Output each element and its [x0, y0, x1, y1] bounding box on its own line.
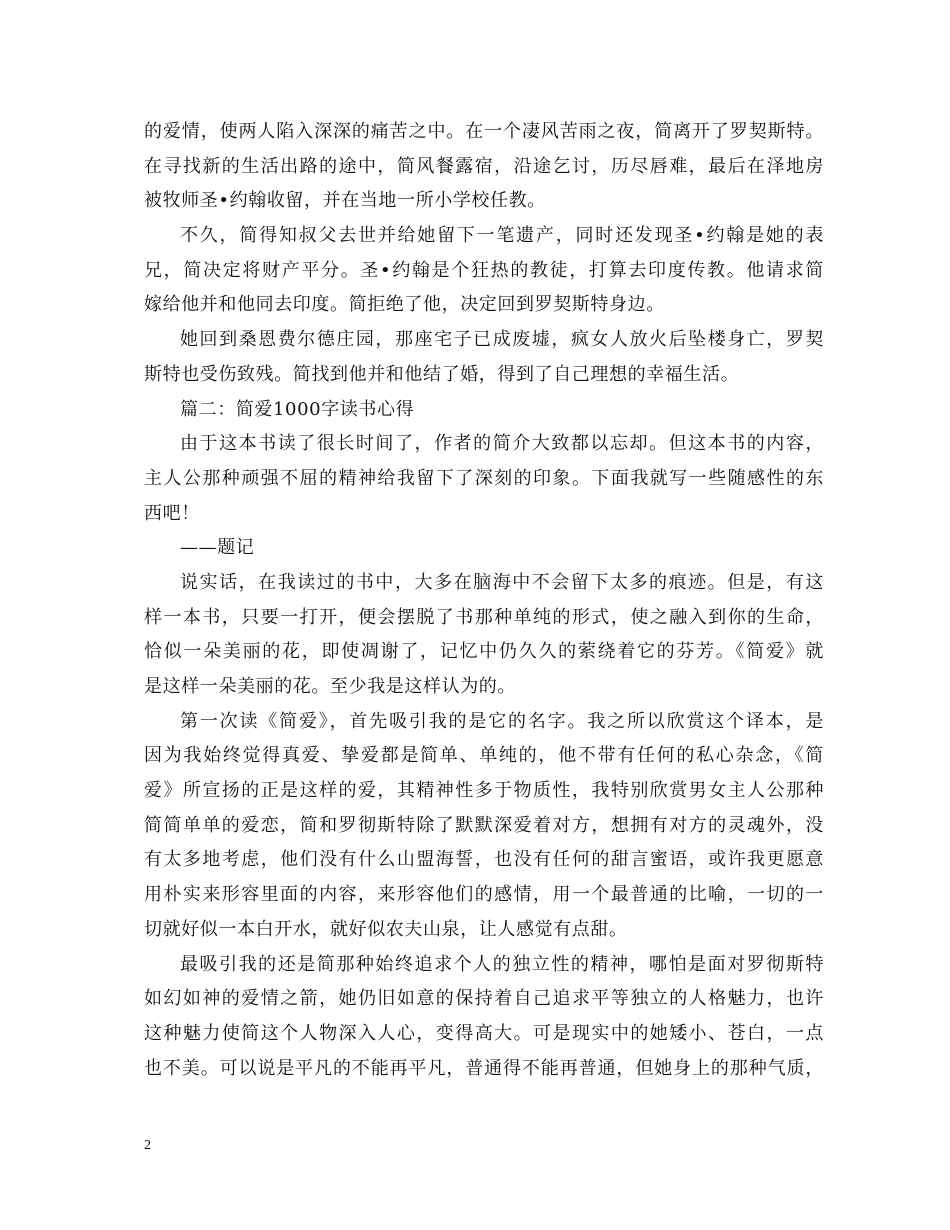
text-line: 这种魅力使简这个人物深入人心，变得高大。可是现实中的她矮小、苍白，一点	[144, 1022, 824, 1044]
page-number: 2	[144, 1138, 151, 1153]
text-line: 由于这本书读了很长时间了，作者的简介大致都以忘却。但这本书的内容，	[180, 433, 824, 455]
text-line: 她回到桑恩费尔德庄园，那座宅子已成废墟，疯女人放火后坠楼身亡，罗契	[180, 329, 824, 351]
text-line: 切就好似一本白开水，就好似农夫山泉，让人感觉有点甜。	[144, 918, 628, 940]
text-line: 兄，简决定将财产平分。圣•约翰是个狂热的教徒，打算去印度传教。他请求简	[144, 259, 824, 281]
text-line: 恰似一朵美丽的花，即使凋谢了，记忆中仍久久的萦绕着它的芬芳。《简爱》就	[144, 641, 824, 663]
text-line: 主人公那种顽强不屈的精神给我留下了深刻的印象。下面我就写一些随感性的东	[144, 467, 824, 489]
text-line: 简简单单的爱恋，简和罗彻斯特除了默默深爱着对方，想拥有对方的灵魂外，没	[144, 814, 824, 836]
text-line: 第一次读《简爱》，首先吸引我的是它的名字。我之所以欣赏这个译本，是	[180, 710, 824, 732]
text-line: 的爱情，使两人陷入深深的痛苦之中。在一个凄风苦雨之夜，简离开了罗契斯特。	[144, 121, 824, 142]
text-line: 在寻找新的生活出路的途中，简风餐露宿，沿途乞讨，历尽唇难，最后在泽地房	[144, 155, 824, 177]
text-line: 如幻如神的爱情之箭，她仍旧如意的保持着自己追求平等独立的人格魅力，也许	[144, 988, 824, 1010]
text-line: 用朴实来形容里面的内容，来形容他们的感情，用一个最普通的比喻，一切的一	[144, 884, 824, 906]
text-line: 篇二：简爱1000字读书心得	[180, 398, 415, 420]
text-line: 不久，简得知叔父去世并给她留下一笔遗产，同时还发现圣•约翰是她的表	[180, 225, 824, 247]
text-line: 是这样一朵美丽的花。至少我是这样认为的。	[144, 676, 516, 697]
text-line: 说实话，在我读过的书中，大多在脑海中不会留下太多的痕迹。但是，有这	[180, 571, 824, 593]
text-line: 西吧！	[144, 502, 200, 524]
text-line: 也不美。可以说是平凡的不能再平凡，普通得不能再普通，但她身上的那种气质，	[144, 1057, 824, 1079]
text-line: 最吸引我的还是简那种始终追求个人的独立性的精神，哪怕是面对罗彻斯特	[180, 953, 824, 975]
text-line: ——题记	[180, 537, 255, 559]
body-text	[144, 115, 824, 1086]
text-line: 斯特也受伤致残。简找到他并和他结了婚，得到了自己理想的幸福生活。	[144, 363, 740, 385]
text-line: 因为我始终觉得真爱、挚爱都是简单、单纯的，他不带有任何的私心杂念，《简	[144, 745, 824, 767]
text-line: 被牧师圣•约翰收留，并在当地一所小学校任教。	[144, 190, 546, 212]
text-line: 样一本书，只要一打开，便会摆脱了书那种单纯的形式，使之融入到你的生命，	[144, 606, 824, 628]
text-line: 有太多地考虑，他们没有什么山盟海誓，也没有任何的甜言蜜语，或许我更愿意	[144, 849, 824, 871]
text-line: 嫁给他并和他同去印度。简拒绝了他，决定回到罗契斯特身边。	[144, 294, 665, 316]
text-line: 爱》所宣扬的正是这样的爱，其精神性多于物质性，我特别欣赏男女主人公那种	[144, 780, 824, 802]
